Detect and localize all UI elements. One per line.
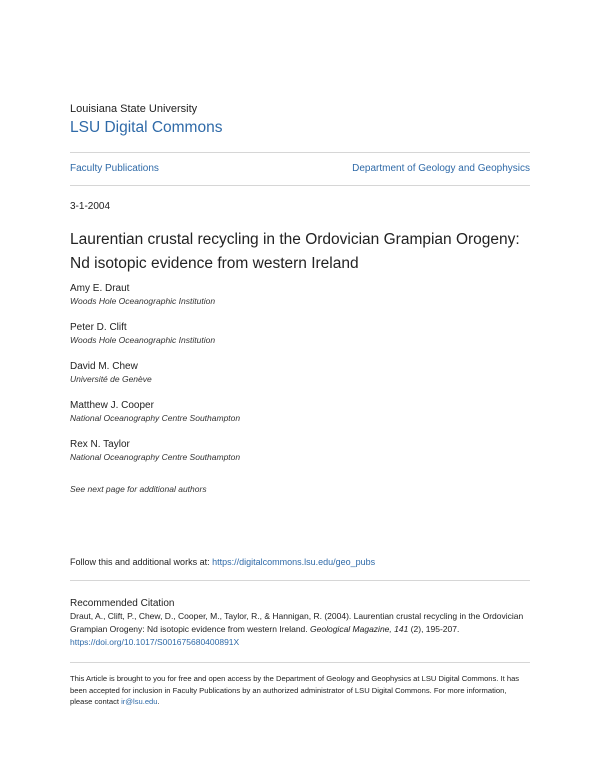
additional-authors-note: See next page for additional authors (70, 484, 207, 494)
citation-body: Draut, A., Clift, P., Chew, D., Cooper, M., Taylor, R., & Hannigan, R. (2004). Laurentian crustal recycling in the Ordovician Grampian Orogeny: Nd isotopic evidence from western Ireland. (70, 611, 524, 634)
notice-end: . (157, 697, 160, 707)
author-affiliation: Université de Genève (70, 374, 152, 384)
author-name: Matthew J. Cooper (70, 400, 154, 411)
author-entry (70, 400, 530, 424)
follow-line (70, 557, 375, 567)
divider-citation (70, 580, 530, 581)
faculty-publications-link[interactable]: Faculty Publications (70, 163, 159, 174)
collections-row (70, 163, 530, 174)
author-affiliation: National Oceanography Centre Southampton (70, 452, 241, 462)
citation-text (70, 610, 530, 648)
divider-notice (70, 662, 530, 663)
author-name: David M. Chew (70, 361, 138, 372)
doi-link[interactable]: https://doi.org/10.1017/S001675680400891X (70, 636, 240, 647)
university-name: Louisiana State University (70, 103, 198, 115)
follow-text: Follow this and additional works at: (70, 557, 213, 567)
divider-top (70, 152, 530, 153)
article-title: Laurentian crustal recycling in the Ordovician Grampian Orogeny: Nd isotopic evidence from western Ireland (70, 231, 520, 272)
repository-link[interactable]: LSU Digital Commons (70, 119, 223, 136)
author-list (70, 283, 530, 478)
author-affiliation: National Oceanography Centre Southampton (70, 413, 241, 423)
cover-page (70, 0, 530, 776)
department-link[interactable]: Department of Geology and Geophysics (352, 163, 530, 174)
author-name: Rex N. Taylor (70, 439, 130, 450)
author-entry (70, 322, 530, 346)
author-affiliation: Woods Hole Oceanographic Institution (70, 296, 216, 306)
citation-heading: Recommended Citation (70, 598, 175, 609)
notice-text: This Article is brought to you for free and open access by the Department of Geology and Geophysics at LSU Digital Commons. It has been accepted for inclusion in Faculty Publications by an authorized administrator of LSU Digital Commons. For more information, please contact (70, 674, 520, 707)
follow-link[interactable]: https://digitalcommons.lsu.edu/geo_pubs (212, 557, 376, 567)
author-affiliation: Woods Hole Oceanographic Institution (70, 335, 216, 345)
access-notice (70, 673, 530, 708)
author-name: Amy E. Draut (70, 283, 130, 294)
author-entry (70, 283, 530, 307)
divider-collections (70, 185, 530, 186)
citation-journal: Geological Magazine, 141 (310, 623, 409, 634)
author-entry (70, 361, 530, 385)
citation-pages: (2), 195-207. (408, 623, 460, 634)
author-name: Peter D. Clift (70, 322, 127, 333)
publication-date: 3-1-2004 (70, 201, 111, 212)
author-entry (70, 439, 530, 463)
contact-email-link[interactable]: ir@lsu.edu (121, 697, 158, 707)
